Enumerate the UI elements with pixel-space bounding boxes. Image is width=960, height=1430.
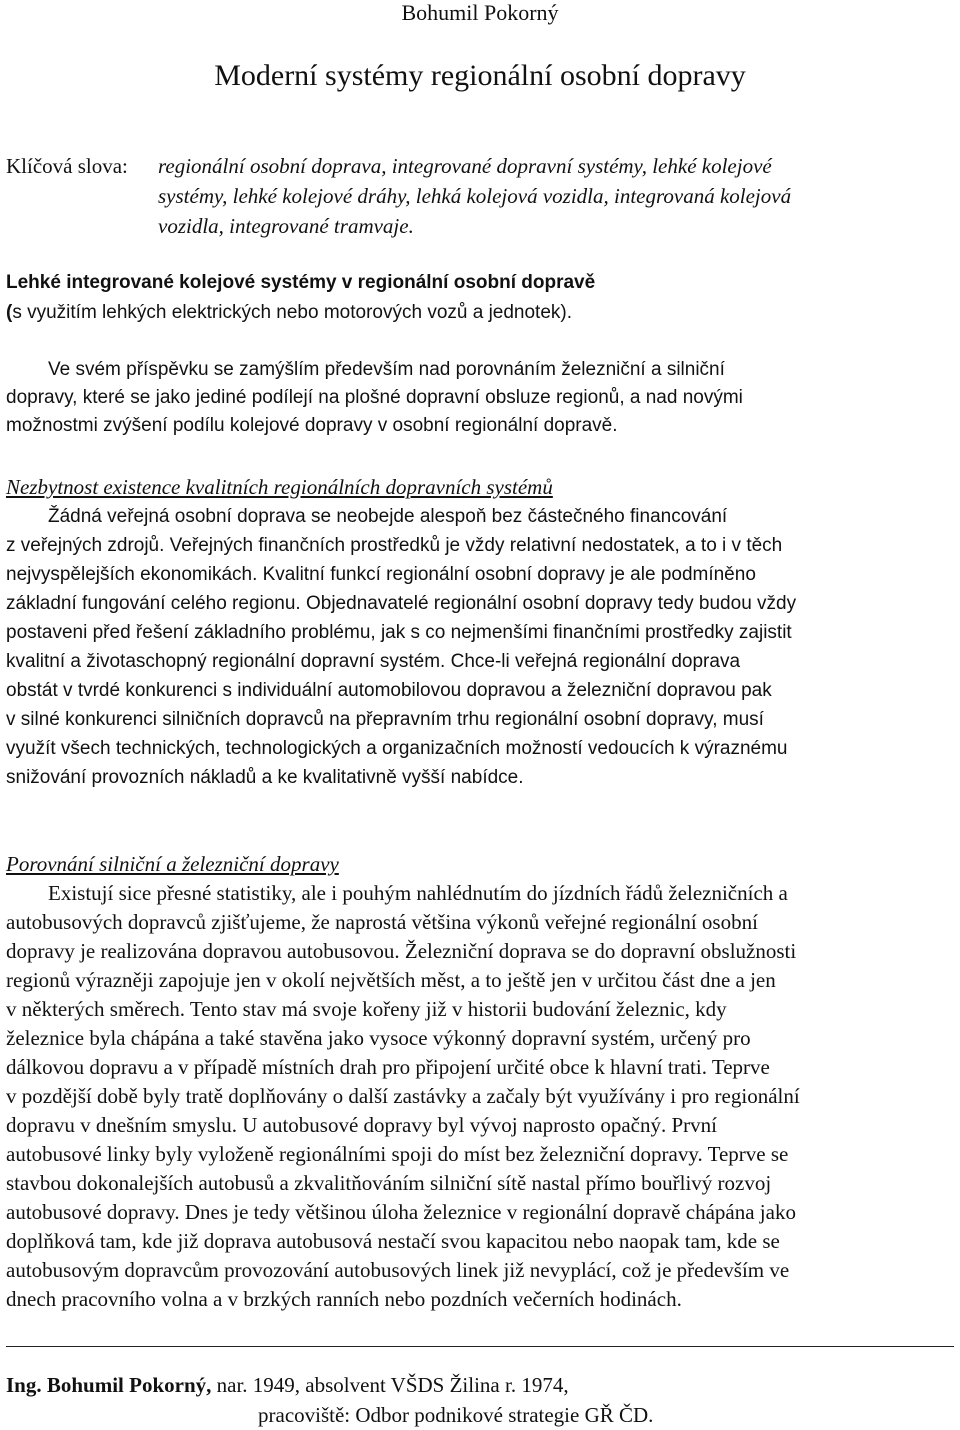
document-title: Moderní systémy regionální osobní dopravy	[214, 59, 746, 92]
intro-paragraph	[6, 356, 956, 440]
keywords-line: vozidla, integrované tramvaje.	[158, 214, 414, 238]
subheading-subtitle	[6, 298, 956, 328]
section-line: nejvyspělejších ekonomikách. Kvalitní funkcí regionální osobní dopravy je ale podmíněno	[6, 564, 756, 585]
section-line: postaveni před řešení základního problému, jak s co nejmenšími finančními prostředky zajistit	[6, 622, 792, 643]
section-line: využít všech technických, technologických a organizačních možností vedoucích k výraznému	[6, 738, 788, 759]
section-line: stavbou dokonalejších autobusů a zkvalitňováním silniční sítě nastal přímo bouřlivý rozvoj	[6, 1171, 772, 1195]
keywords-label: Klíčová slova:	[6, 154, 128, 178]
intro-line: dopravy, které se jako jediné podílejí na plošné dopravní obsluze regionů, a nad novými	[6, 387, 743, 408]
footnote-author-details: nar. 1949, absolvent VŠDS Žilina r. 1974,	[211, 1373, 569, 1397]
keywords-block	[6, 151, 956, 241]
section-line: základní fungování celého regionu. Objednavatelé regionální osobní dopravy tedy budou vždy	[6, 593, 797, 614]
section-line: z veřejných zdrojů. Veřejných finančních prostředků je vždy relativní nedostatek, a to i v těch	[6, 535, 783, 556]
section-heading: Porovnání silniční a železniční dopravy	[6, 852, 339, 876]
keywords-line: regionální osobní doprava, integrované dopravní systémy, lehké kolejové	[158, 154, 772, 178]
footnote-workplace: pracoviště: Odbor podnikové strategie GŘ ČD.	[258, 1403, 654, 1427]
section-line: v silné konkurenci silničních dopravců na přepravním trhu regionální osobní dopravy, musí	[6, 709, 764, 730]
subheading-block	[6, 268, 956, 328]
section-line: autobusových dopravců zjišťujeme, že naprostá většina výkonů veřejné regionální osobní	[6, 910, 758, 934]
footnote-line-1	[6, 1370, 956, 1400]
section-line: autobusovým dopravcům provozování autobusových linek již nevyplácí, což je především ve	[6, 1258, 790, 1282]
section-line: kvalitní a životaschopný regionální dopravní systém. Chce-li veřejná regionální doprava	[6, 651, 741, 672]
section-line: Žádná veřejná osobní doprava se neobejde alespoň bez částečného financování	[48, 506, 728, 527]
section-line: dopravu v dnešním smyslu. U autobusové dopravy byl vývoj naprosto opačný. První	[6, 1113, 718, 1137]
intro-line: možnostmi zvýšení podílu kolejové dopravy v osobní regionální dopravě.	[6, 415, 618, 436]
subheading-title: Lehké integrované kolejové systémy v regionální osobní dopravě	[6, 272, 596, 293]
section-line: dopravy je realizována dopravou autobusovou. Železniční doprava se do dopravní obslužnosti	[6, 939, 797, 963]
intro-line: Ve svém příspěvku se zamýšlím především nad porovnáním železniční a silniční	[48, 359, 725, 380]
section-necessity	[6, 473, 956, 792]
subheading-subtitle-text: s využitím lehkých elektrických nebo motorových vozů a jednotek).	[12, 302, 573, 323]
section-line: obstát v tvrdé konkurenci s individuální automobilovou dopravou a železniční dopravou pak	[6, 680, 772, 701]
section-line: dálkovou dopravu a v případě místních drah pro připojení určité obce k hlavní trati. Teprve	[6, 1055, 770, 1079]
section-line: Existují sice přesné statistiky, ale i pouhým nahlédnutím do jízdních řádů železničních a	[48, 881, 788, 905]
section-line: železnice byla chápána a také stavěna jako vysoce výkonný dopravní systém, určený pro	[6, 1026, 751, 1050]
keywords-line: systémy, lehké kolejové dráhy, lehká kolejová vozidla, integrovaná kolejová	[158, 184, 792, 208]
section-heading: Nezbytnost existence kvalitních regionálních dopravních systémů	[6, 475, 553, 499]
section-line: regionů výrazněji zapojuje jen v okolí největších měst, a to ještě jen v určitou část dne a jen	[6, 968, 776, 992]
section-line: doplňková tam, kde již doprava autobusová nestačí svou kapacitou nebo naopak tam, kde se	[6, 1229, 780, 1253]
section-line: v některých směrech. Tento stav má svoje kořeny již v historii budování železnic, kdy	[6, 997, 727, 1021]
author-footnote	[6, 1370, 956, 1430]
section-line: autobusové linky byly vyloženě regionálními spoji do míst bez železniční dopravy. Teprve se	[6, 1142, 789, 1166]
footer-divider	[6, 1346, 954, 1347]
section-comparison	[6, 850, 956, 1314]
section-line: snižování provozních nákladů a ke kvalitativně vyšší nabídce.	[6, 767, 524, 788]
keywords-text	[158, 151, 956, 241]
section-line: dnech pracovního volna a v brzkých ranních nebo pozdních večerních hodinách.	[6, 1287, 682, 1311]
subheading-paren: (	[6, 302, 13, 323]
section-line: autobusové dopravy. Dnes je tedy většinou úloha železnice v regionální dopravě chápána jako	[6, 1200, 796, 1224]
footnote-author-name: Ing. Bohumil Pokorný,	[6, 1373, 212, 1397]
header-author: Bohumil Pokorný	[401, 0, 559, 25]
section-line: v pozdější době byly tratě doplňovány o další zastávky a začaly být využívány i pro regionální	[6, 1084, 800, 1108]
